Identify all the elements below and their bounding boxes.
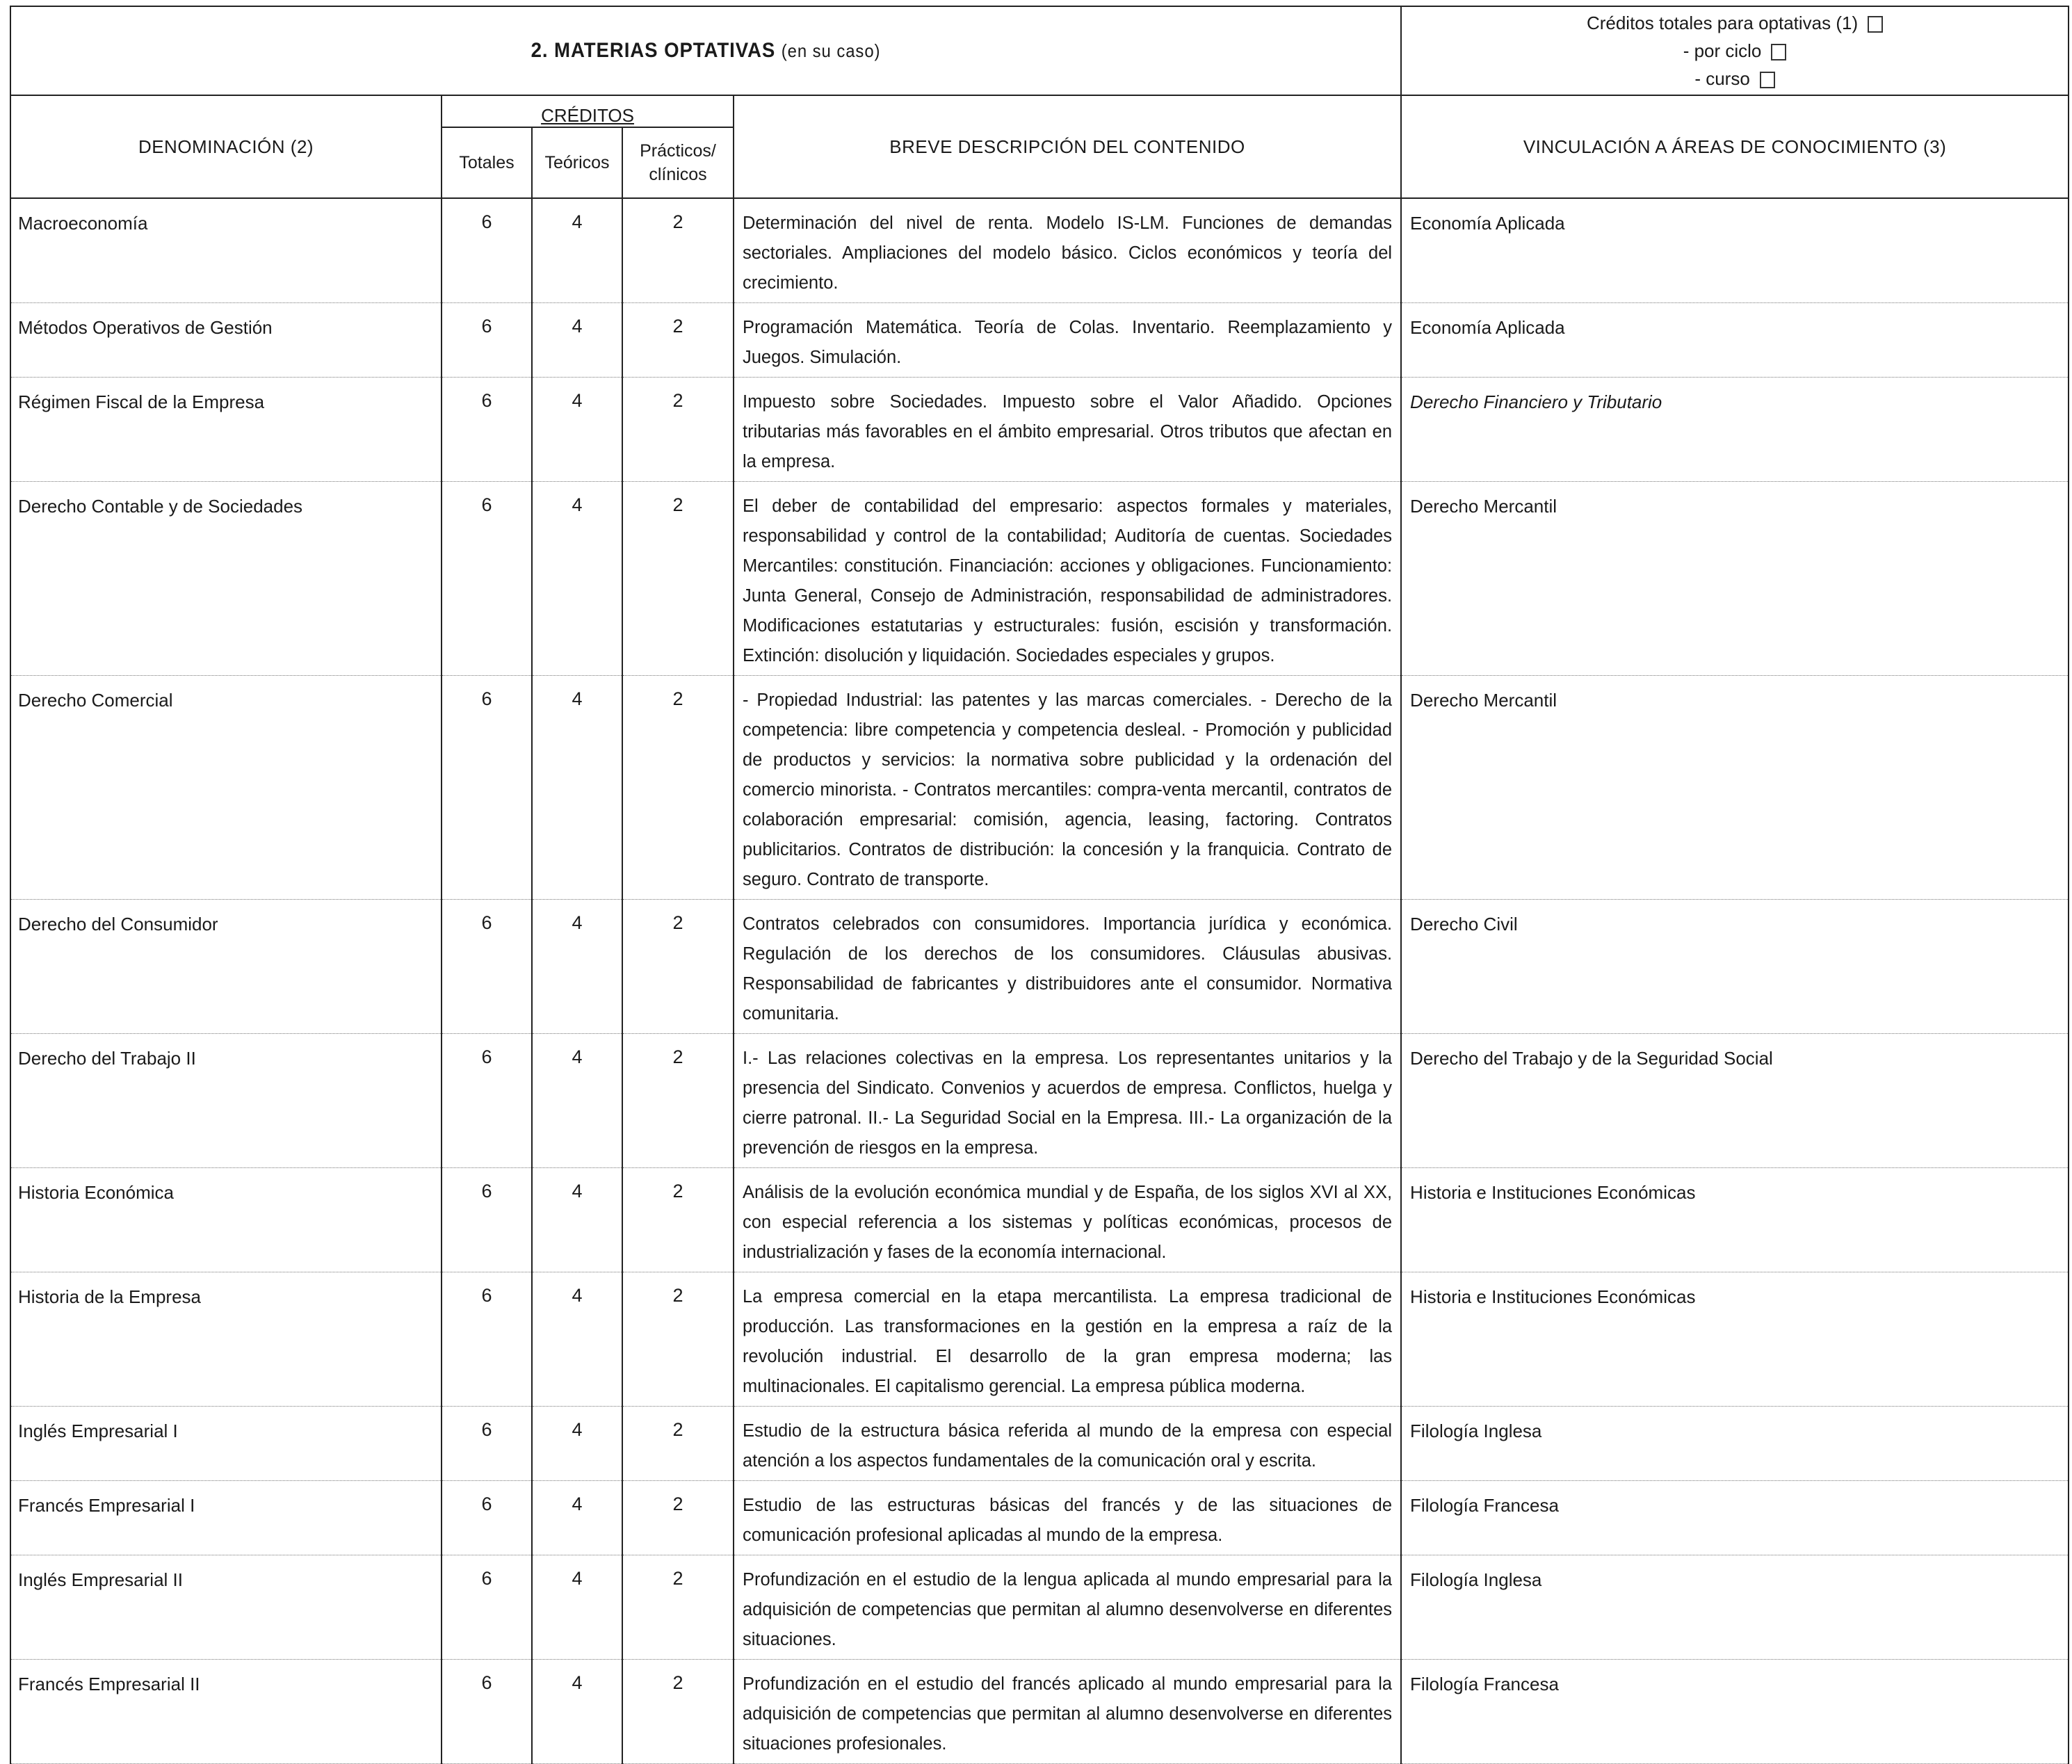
section-title <box>66 6 1345 95</box>
credits-practice: 2 <box>622 198 734 303</box>
knowledge-area: Historia e Instituciones Económicas <box>1401 1272 2069 1407</box>
knowledge-area: Filología Francesa <box>1401 1660 2069 1764</box>
subject-row <box>10 1272 2069 1407</box>
column-header-area: VINCULACIÓN A ÁREAS DE CONOCIMIENTO (3) <box>1401 95 2069 198</box>
subject-description: Estudio de la estructura básica referida al mundo de la empresa con especial atención a los aspectos fundamentales de la comunicación oral y escrita. <box>734 1407 1401 1481</box>
credits-theory: 4 <box>532 1034 622 1168</box>
credits-total: 6 <box>442 378 532 482</box>
subject-row <box>10 1168 2069 1272</box>
credits-practice: 2 <box>622 676 734 900</box>
credits-theory: 4 <box>532 1168 622 1272</box>
credits-theory: 4 <box>532 1660 622 1764</box>
subject-row <box>10 1555 2069 1660</box>
credits-practice: 2 <box>622 1034 734 1168</box>
credits-practice: 2 <box>622 1272 734 1407</box>
credits-total: 6 <box>442 198 532 303</box>
subject-name: Inglés Empresarial II <box>10 1555 442 1660</box>
subject-name: Francés Empresarial I <box>10 1481 442 1555</box>
subject-row <box>10 303 2069 378</box>
subject-name: Historia de la Empresa <box>10 1272 442 1407</box>
document-page <box>10 6 2068 1754</box>
subject-row <box>10 1034 2069 1168</box>
knowledge-area: Derecho del Trabajo y de la Seguridad Social <box>1401 1034 2069 1168</box>
column-header-total: Totales <box>442 127 532 198</box>
subject-description: Determinación del nivel de renta. Modelo IS-LM. Funciones de demandas sectoriales. Ampliaciones del modelo básico. Ciclos económicos y teoría del crecimiento. <box>734 198 1401 303</box>
knowledge-area: Derecho Civil <box>1401 900 2069 1034</box>
credits-practice: 2 <box>622 1481 734 1555</box>
subject-row <box>10 676 2069 900</box>
per-course-label: - curso <box>1694 68 1750 89</box>
credits-theory: 4 <box>532 676 622 900</box>
credits-total: 6 <box>442 1034 532 1168</box>
knowledge-area: Filología Inglesa <box>1401 1555 2069 1660</box>
subject-row <box>10 378 2069 482</box>
section-title-suffix: (en su caso) <box>781 40 881 61</box>
credits-theory: 4 <box>532 303 622 378</box>
credits-total: 6 <box>442 303 532 378</box>
subject-row <box>10 1481 2069 1555</box>
per-cycle-checkbox[interactable] <box>1771 44 1786 60</box>
credits-total: 6 <box>442 676 532 900</box>
credits-practice: 2 <box>622 1407 734 1481</box>
credits-practice: 2 <box>622 1660 734 1764</box>
per-cycle-label: - por ciclo <box>1683 40 1762 61</box>
credits-theory: 4 <box>532 1555 622 1660</box>
knowledge-area: Derecho Mercantil <box>1401 676 2069 900</box>
credits-total: 6 <box>442 1555 532 1660</box>
subject-row <box>10 198 2069 303</box>
per-course-checkbox[interactable] <box>1760 72 1775 88</box>
subject-description: Impuesto sobre Sociedades. Impuesto sobre el Valor Añadido. Opciones tributarias más favorables en el ámbito empresarial. Otros tributos que afectan en la empresa. <box>734 378 1401 482</box>
credits-total: 6 <box>442 482 532 676</box>
credits-theory: 4 <box>532 1272 622 1407</box>
credits-practice: 2 <box>622 1168 734 1272</box>
section-title-text: 2. MATERIAS OPTATIVAS <box>531 39 776 62</box>
credits-practice: 2 <box>622 303 734 378</box>
credits-practice: 2 <box>622 378 734 482</box>
credits-theory: 4 <box>532 1407 622 1481</box>
knowledge-area: Derecho Mercantil <box>1401 482 2069 676</box>
knowledge-area: Historia e Instituciones Económicas <box>1401 1168 2069 1272</box>
knowledge-area: Economía Aplicada <box>1401 198 2069 303</box>
credits-practice: 2 <box>622 482 734 676</box>
subject-name: Métodos Operativos de Gestión <box>10 303 442 378</box>
subject-name: Derecho del Consumidor <box>10 900 442 1034</box>
subject-name: Inglés Empresarial I <box>10 1407 442 1481</box>
credits-theory: 4 <box>532 900 622 1034</box>
subject-name: Macroeconomía <box>10 198 442 303</box>
subject-name: Historia Económica <box>10 1168 442 1272</box>
column-header-name: DENOMINACIÓN (2) <box>10 95 442 198</box>
subject-description: La empresa comercial en la etapa mercantilista. La empresa tradicional de producción. Las transformaciones en la gestión en la empresa a raíz de la revolución industrial. El desarrollo de la gran empresa moderna; las multinacionales. El capitalismo gerencial. La empresa pública moderna. <box>734 1272 1401 1407</box>
credits-total: 6 <box>442 1407 532 1481</box>
credits-practice: 2 <box>622 1555 734 1660</box>
optional-subjects-table <box>10 6 2069 1764</box>
column-header-practice: Prácticos/ clínicos <box>622 127 734 198</box>
subject-description: I.- Las relaciones colectivas en la empresa. Los representantes unitarios y la presencia del Sindicato. Convenios y acuerdos de empresa. Conflictos, huelga y cierre patronal. II.- La Seguridad Social en la Empresa. III.- La organización de la prevención de riesgos en la empresa. <box>734 1034 1401 1168</box>
subject-name: Derecho del Trabajo II <box>10 1034 442 1168</box>
subject-name: Régimen Fiscal de la Empresa <box>10 378 442 482</box>
subject-row <box>10 482 2069 676</box>
credits-theory: 4 <box>532 378 622 482</box>
credits-total: 6 <box>442 1660 532 1764</box>
credits-practice: 2 <box>622 900 734 1034</box>
subject-name: Derecho Contable y de Sociedades <box>10 482 442 676</box>
subjects-body <box>10 198 2069 1764</box>
subject-description: El deber de contabilidad del empresario: aspectos formales y materiales, responsabilidad y control de la contabilidad; Auditoría de cuentas. Sociedades Mercantiles: constitución. Financiación: acciones y obligaciones. Funcionamiento: Junta General, Consejo de Administración, responsabilidad de administradores. Modificaciones estatutarias y estructurales: fusión, escisión y transformación. Extinción: disolución y liquidación. Sociedades especiales y grupos. <box>734 482 1401 676</box>
subject-row <box>10 900 2069 1034</box>
total-credits-box <box>1401 6 2069 95</box>
knowledge-area: Derecho Financiero y Tributario <box>1401 378 2069 482</box>
knowledge-area: Filología Francesa <box>1401 1481 2069 1555</box>
subject-name: Francés Empresarial II <box>10 1660 442 1764</box>
credits-total: 6 <box>442 1481 532 1555</box>
credits-total: 6 <box>442 900 532 1034</box>
total-credits-label: Créditos totales para optativas (1) <box>1586 13 1859 33</box>
credits-total: 6 <box>442 1272 532 1407</box>
credits-theory: 4 <box>532 1481 622 1555</box>
credits-theory: 4 <box>532 482 622 676</box>
subject-description: Contratos celebrados con consumidores. Importancia jurídica y económica. Regulación de los derechos de los consumidores. Cláusulas abusivas. Responsabilidad de fabricantes y distribuidores ante el consumidor. Normativa comunitaria. <box>734 900 1401 1034</box>
column-header-theory: Teóricos <box>532 127 622 198</box>
subject-name: Derecho Comercial <box>10 676 442 900</box>
knowledge-area: Economía Aplicada <box>1401 303 2069 378</box>
column-header-credits: CRÉDITOS <box>442 95 734 127</box>
knowledge-area: Filología Inglesa <box>1401 1407 2069 1481</box>
subject-description: Análisis de la evolución económica mundial y de España, de los siglos XVI al XX, con especial referencia a los sistemas y políticas económicas, procesos de industrialización y fases de la economía internacional. <box>734 1168 1401 1272</box>
credits-theory: 4 <box>532 198 622 303</box>
subject-description: Estudio de las estructuras básicas del francés y de las situaciones de comunicación profesional aplicadas al mundo de la empresa. <box>734 1481 1401 1555</box>
subject-description: - Propiedad Industrial: las patentes y las marcas comerciales. - Derecho de la competencia: libre competencia y competencia desleal. - Promoción y publicidad de productos y servicios: la normativa sobre publicidad y la ordenación del comercio minorista. - Contratos mercantiles: compra-venta mercantil, contratos de colaboración empresarial: comisión, agencia, leasing, factoring. Contratos publicitarios. Contratos de distribución: la concesión y la franquicia. Contrato de seguro. Contrato de transporte. <box>734 676 1401 900</box>
subject-description: Profundización en el estudio del francés aplicado al mundo empresarial para la adquisición de competencias que permitan al alumno desenvolverse en diferentes situaciones profesionales. <box>734 1660 1401 1764</box>
total-credits-checkbox[interactable] <box>1868 16 1883 33</box>
subject-row <box>10 1660 2069 1764</box>
credits-total: 6 <box>442 1168 532 1272</box>
subject-description: Profundización en el estudio de la lengua aplicada al mundo empresarial para la adquisición de competencias que permitan al alumno desenvolverse en diferentes situaciones. <box>734 1555 1401 1660</box>
column-header-description: BREVE DESCRIPCIÓN DEL CONTENIDO <box>734 95 1401 198</box>
subject-description: Programación Matemática. Teoría de Colas. Inventario. Reemplazamiento y Juegos. Simulación. <box>734 303 1401 378</box>
subject-row <box>10 1407 2069 1481</box>
